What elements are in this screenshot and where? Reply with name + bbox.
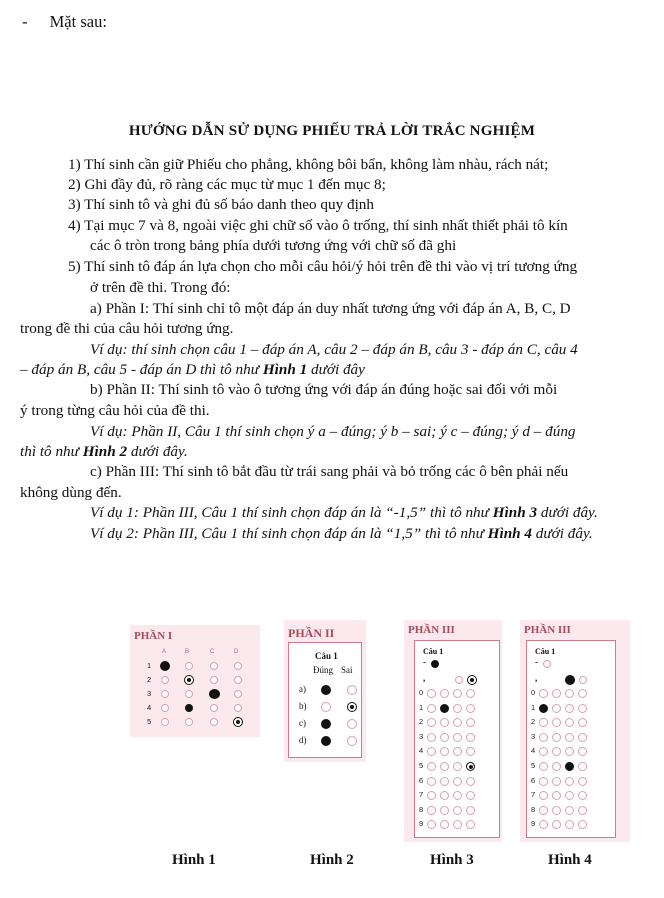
- fig4-bubble: [539, 718, 548, 727]
- fig1-letter-b: B: [185, 649, 190, 655]
- fig4-bubble: [565, 718, 574, 727]
- fig4-digit-label: 6: [531, 775, 536, 785]
- ex2-pre: thì tô như: [20, 443, 83, 460]
- fig3-bubble: [440, 704, 449, 713]
- fig4-digit-label: 5: [531, 761, 536, 770]
- fig3-bubble: [466, 733, 475, 742]
- fig4-bubble: [565, 704, 574, 713]
- fig3-digit-label: 0: [419, 688, 424, 697]
- fig1-row-1-label: 1: [147, 661, 152, 670]
- fig3-bubble: [427, 762, 436, 771]
- fig4-bubble: [539, 791, 548, 800]
- fig3-panel: [414, 640, 500, 838]
- example2-line-a: Ví dụ: Phần II, Câu 1 thí sinh chọn ý a – đúng; ý b – sai; ý c – đúng; ý d – đúng: [90, 423, 576, 440]
- fig2-false-label: Sai: [341, 665, 353, 675]
- fig3-bubble: [431, 660, 439, 668]
- fig3-bubble: [440, 762, 449, 771]
- fig2-question: Câu 1: [315, 651, 338, 661]
- fig4-digit-label: 7: [531, 790, 536, 800]
- part3-line-b: không dùng đến.: [20, 484, 122, 501]
- fig3-bubble: [466, 762, 475, 771]
- fig4-bubble: [578, 747, 587, 756]
- fig3-question: Câu 1: [423, 647, 444, 656]
- fig4-bubble: [552, 689, 561, 698]
- example1-line-b: [20, 360, 365, 380]
- fig4-digit-label: 3: [531, 731, 536, 741]
- fig3-bubble: [453, 689, 462, 698]
- fig2-bubble: [347, 736, 357, 746]
- fig2-item-c: c): [299, 718, 306, 728]
- figure-2-part2: [284, 620, 366, 762]
- fig3-bubble: [466, 777, 475, 786]
- fig3-bubble: [440, 791, 449, 800]
- guide-item-1: 1) Thí sinh cần giữ Phiếu cho phẳng, không bôi bẩn, không làm nhàu, rách nát;: [68, 156, 549, 173]
- fig3-bubble: [440, 718, 449, 727]
- fig4-bubble: [552, 718, 561, 727]
- fig4-bubble: [578, 820, 587, 829]
- fig4-bubble: [539, 820, 548, 829]
- ex4-post: dưới đây.: [532, 525, 593, 542]
- caption-hinh-4: Hình 4: [548, 852, 592, 868]
- fig3-bubble: [467, 675, 477, 685]
- fig4-bubble: [578, 689, 587, 698]
- fig2-item-a: a): [299, 684, 306, 694]
- fig4-question: Câu 1: [535, 647, 556, 656]
- fig1-bubble: [161, 704, 169, 712]
- fig3-bubble: [440, 689, 449, 698]
- fig1-bubble: [185, 718, 193, 726]
- fig2-heading: PHẦN II: [288, 626, 335, 640]
- fig3-bubble: [466, 791, 475, 800]
- figure-1-part1: [130, 625, 260, 737]
- fig4-bubble: [539, 747, 548, 756]
- guide-item-5: 5) Thí sinh tô đáp án lựa chọn cho mỗi câu hỏi/ý hỏi trên đề thi vào vị trí tương ứng: [68, 258, 578, 275]
- fig3-bubble: [440, 733, 449, 742]
- fig4-heading: PHẦN III: [524, 624, 571, 636]
- figure-3-part3: [404, 620, 502, 842]
- fig4-bubble: [578, 806, 587, 815]
- fig4-bubble: [565, 806, 574, 815]
- fig4-bubble: [539, 777, 548, 786]
- fig4-digit-label: 1: [531, 702, 536, 712]
- fig3-digit-label: 7: [419, 790, 424, 800]
- fig3-bubble: [466, 806, 475, 815]
- fig4-bubble: [552, 806, 561, 815]
- fig4-bubble: [552, 747, 561, 756]
- fig4-bubble: [565, 791, 574, 800]
- fig4-bubble: [552, 777, 561, 786]
- fig3-bubble: [427, 791, 436, 800]
- fig3-bubble: [466, 704, 475, 713]
- guide-item-4-cont: các ô tròn trong bảng phía dưới tương ứng với chữ số đã ghi: [90, 237, 457, 254]
- bullet-dash: [22, 12, 107, 32]
- fig4-bubble: [578, 718, 587, 727]
- caption-hinh-2: Hình 2: [310, 852, 354, 868]
- fig3-bubble: [453, 718, 462, 727]
- figure-4-part3: [520, 620, 630, 842]
- fig3-bubble: [427, 689, 436, 698]
- fig3-bubble: [466, 689, 475, 698]
- fig4-bubble: [552, 733, 561, 742]
- fig3-digit-label: 2: [419, 717, 424, 727]
- fig3-bubble: [427, 718, 436, 727]
- fig3-bubble: [427, 777, 436, 786]
- fig1-bubble: [234, 676, 242, 684]
- fig4-bubble: [578, 704, 587, 713]
- fig4-panel: [526, 640, 616, 838]
- fig1-letter-c: C: [210, 649, 215, 655]
- back-side-label: Mặt sau:: [49, 12, 107, 31]
- fig3-bubble: [427, 806, 436, 815]
- fig4-bubble: [552, 762, 561, 771]
- example3-line: [90, 503, 598, 523]
- fig1-bubble: [234, 662, 242, 670]
- fig3-bubble: [427, 704, 436, 713]
- example1-line-a: Ví dụ: thí sinh chọn câu 1 – đáp án A, câu 2 – đáp án B, câu 3 - đáp án C, câu 4: [90, 341, 578, 358]
- fig1-bubble: [161, 690, 169, 698]
- fig1-heading: PHẦN I: [134, 630, 173, 642]
- fig4-bubble: [565, 777, 574, 786]
- fig1-letter-d: D: [234, 649, 239, 655]
- fig3-bubble: [453, 806, 462, 815]
- fig3-bubble: [453, 791, 462, 800]
- fig3-bubble: [466, 747, 475, 756]
- fig4-bubble: [552, 704, 561, 713]
- guide-title: HƯỚNG DẪN SỬ DỤNG PHIẾU TRẢ LỜI TRẮC NGHIỆM: [128, 123, 536, 139]
- fig3-digit-label: 5: [419, 761, 424, 770]
- fig1-row-2-label: 2: [147, 675, 152, 684]
- fig3-bubble: [453, 820, 462, 829]
- fig4-bubble: [565, 675, 575, 685]
- fig3-digit-label: 6: [419, 775, 424, 785]
- fig4-bubble: [565, 733, 574, 742]
- fig1-bubble: [185, 704, 193, 712]
- fig3-bubble: [440, 777, 449, 786]
- fig4-bubble: [552, 791, 561, 800]
- fig1-bubble: [234, 690, 242, 698]
- fig3-bubble: [440, 820, 449, 829]
- fig1-bubble: [161, 676, 169, 684]
- guide-item-5-cont: ở trên đề thi. Trong đó:: [90, 279, 231, 296]
- fig3-digit-label: 9: [419, 819, 424, 829]
- ex2-post: dưới đây.: [127, 443, 188, 460]
- fig1-row-5-label: 5: [147, 717, 152, 726]
- part2-line-b: ý trong từng câu hỏi của đề thi.: [20, 402, 210, 419]
- guide-item-3: 3) Thí sinh tô và ghi đủ số báo danh theo quy định: [68, 196, 374, 213]
- ex1-post: dưới đây: [307, 361, 365, 378]
- fig4-digit-label: 4: [531, 746, 536, 756]
- fig3-minus-label: -: [423, 657, 426, 667]
- fig3-bubble: [466, 718, 475, 727]
- ex3-pre: Ví dụ 1: Phần III, Câu 1 thí sinh chọn đáp án là “-1,5” thì tô như: [90, 504, 493, 521]
- fig3-bubble: [440, 747, 449, 756]
- fig4-bubble: [565, 747, 574, 756]
- fig4-bubble: [579, 676, 587, 684]
- part3-line-a: c) Phần III: Thí sinh tô bắt đầu từ trái sang phải và bỏ trống các ô bên phải nếu: [90, 463, 569, 480]
- caption-hinh-3: Hình 3: [430, 852, 474, 868]
- fig3-bubble: [455, 676, 463, 684]
- bullet-char: -: [22, 12, 28, 31]
- fig4-bubble: [565, 762, 574, 771]
- part1-line-b: trong đề thi của câu hỏi tương ứng.: [20, 320, 234, 337]
- fig3-digit-label: 3: [419, 731, 424, 741]
- fig2-bubble: [347, 719, 357, 729]
- fig4-bubble: [565, 689, 574, 698]
- fig1-row-3-label: 3: [147, 689, 152, 698]
- fig4-bubble: [539, 733, 548, 742]
- fig3-digit-label: 4: [419, 746, 424, 756]
- fig2-bubble: [347, 685, 357, 695]
- fig4-bubble: [539, 704, 548, 713]
- fig3-bubble: [453, 733, 462, 742]
- fig2-bubble: [321, 719, 331, 729]
- fig1-bubble: [160, 661, 170, 671]
- fig4-digit-label: 2: [531, 717, 536, 727]
- ex3-bold: Hình 3: [492, 504, 538, 521]
- ex3-post: dưới đây.: [537, 504, 598, 521]
- fig1-letter-a: A: [162, 649, 167, 655]
- fig2-bubble: [321, 702, 331, 712]
- fig2-bubble: [321, 685, 331, 695]
- fig3-bubble: [453, 704, 462, 713]
- fig1-bubble: [210, 676, 218, 684]
- fig3-bubble: [453, 762, 462, 771]
- fig3-bubble: [453, 747, 462, 756]
- fig1-bubble: [233, 717, 243, 727]
- fig2-panel: [288, 642, 362, 758]
- fig4-bubble: [578, 777, 587, 786]
- fig1-bubble: [210, 662, 218, 670]
- fig4-bubble: [539, 689, 548, 698]
- fig2-item-d: d): [299, 735, 307, 745]
- fig4-minus-label: -: [535, 657, 538, 667]
- fig3-digit-label: 1: [419, 702, 424, 712]
- fig3-bubble: [453, 777, 462, 786]
- fig3-bubble: [440, 806, 449, 815]
- fig4-bubble: [552, 820, 561, 829]
- fig4-digit-label: 8: [531, 804, 536, 814]
- ex4-pre: Ví dụ 2: Phần III, Câu 1 thí sinh chọn đáp án là “1,5” thì tô như: [90, 525, 488, 542]
- ex2-bold: Hình 2: [82, 443, 128, 460]
- fig1-bubble: [210, 704, 218, 712]
- fig2-item-b: b): [299, 701, 307, 711]
- fig3-bubble: [427, 747, 436, 756]
- example2-line-b: [20, 442, 188, 462]
- part2-line-a: b) Phần II: Thí sinh tô vào ô tương ứng với đáp án đúng hoặc sai đối với mỗi: [90, 381, 558, 398]
- fig1-bubble: [185, 690, 193, 698]
- guide-item-4: 4) Tại mục 7 và 8, ngoài việc ghi chữ số vào ô trống, thí sinh nhất thiết phải tô kín: [68, 217, 568, 234]
- fig4-bubble: [543, 660, 551, 668]
- fig4-bubble: [578, 762, 587, 771]
- fig1-bubble: [185, 662, 193, 670]
- ex1-pre: – đáp án B, câu 5 - đáp án D thì tô như: [20, 361, 263, 378]
- fig3-heading: PHẦN III: [408, 624, 455, 636]
- fig3-bubble: [466, 820, 475, 829]
- fig1-bubble: [234, 704, 242, 712]
- fig2-true-label: Đúng: [313, 665, 333, 675]
- fig4-digit-label: 9: [531, 819, 536, 829]
- fig1-bubble: [184, 675, 194, 685]
- fig4-bubble: [539, 762, 548, 771]
- fig1-bubble: [209, 689, 220, 699]
- fig4-bubble: [578, 791, 587, 800]
- fig4-digit-label: 0: [531, 688, 536, 697]
- caption-hinh-1: Hình 1: [172, 852, 216, 868]
- fig2-bubble: [347, 702, 357, 712]
- part1-line-a: a) Phần I: Thí sinh chỉ tô một đáp án duy nhất tương ứng với đáp án A, B, C, D: [90, 300, 571, 317]
- fig1-bubble: [161, 718, 169, 726]
- fig3-bubble: [427, 820, 436, 829]
- example4-line: [90, 524, 593, 544]
- fig3-digit-label: 8: [419, 804, 424, 814]
- fig4-bubble: [539, 806, 548, 815]
- fig4-comma-label: ,: [535, 673, 538, 683]
- ex4-bold: Hình 4: [487, 525, 532, 542]
- fig3-bubble: [427, 733, 436, 742]
- fig4-bubble: [578, 733, 587, 742]
- fig2-bubble: [321, 736, 331, 746]
- guide-item-2: 2) Ghi đầy đủ, rõ ràng các mục từ mục 1 đến mục 8;: [68, 176, 386, 193]
- fig1-bubble: [210, 718, 218, 726]
- fig1-row-4-label: 4: [147, 703, 152, 712]
- ex1-bold: Hình 1: [262, 361, 308, 378]
- fig4-bubble: [565, 820, 574, 829]
- fig3-comma-label: ,: [423, 673, 426, 683]
